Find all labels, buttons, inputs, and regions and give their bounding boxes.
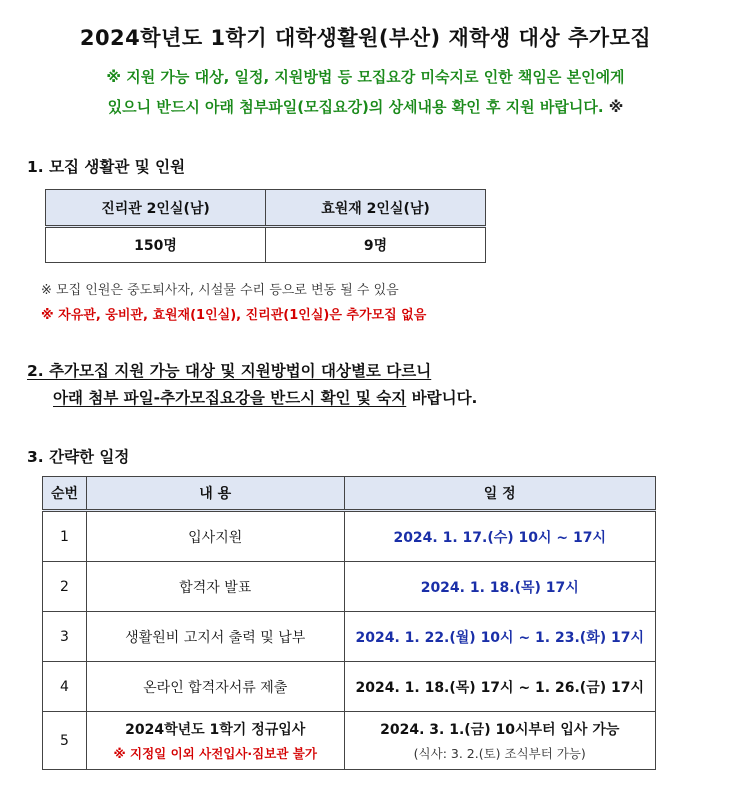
table-row <box>43 562 656 612</box>
section2-line-2 <box>53 386 477 408</box>
section2-line-1 <box>27 359 431 381</box>
row-content <box>86 712 344 770</box>
row-number: 5 <box>43 712 87 770</box>
row-schedule <box>344 712 656 770</box>
page-title: 2024학년도 1학기 대학생활원(부산) 재학생 대상 추가모집 <box>79 26 652 50</box>
section3-heading: 3. 간략한 일정 <box>27 448 130 466</box>
row-number: 4 <box>43 662 87 712</box>
column-header-no: 순번 <box>43 477 87 511</box>
attachment-guide-text: 아래 첨부 파일-추가모집요강을 반드시 확인 및 숙지 <box>53 389 407 407</box>
section1-heading: 1. 모집 생활관 및 인원 <box>27 158 186 176</box>
recruit-count: 150명 <box>46 227 266 263</box>
section2-line-1-text: 2. 추가모집 지원 가능 대상 및 지원방법이 대상별로 다르니 <box>27 362 432 380</box>
row-number: 1 <box>43 511 87 562</box>
row-content: 입사지원 <box>86 511 344 562</box>
recruit-note: ※ 모집 인원은 중도퇴사자, 시설물 수리 등으로 변동 될 수 있음 <box>41 283 399 298</box>
recruit-count: 9명 <box>266 227 486 263</box>
row-schedule: 2024. 1. 18.(목) 17시 ~ 1. 26.(금) 17시 <box>344 662 656 712</box>
row-schedule: 2024. 1. 18.(목) 17시 <box>344 562 656 612</box>
table-row <box>43 662 656 712</box>
row-schedule: 2024. 1. 17.(수) 10시 ~ 17시 <box>344 511 656 562</box>
recruitment-table <box>45 189 486 263</box>
row-number: 2 <box>43 562 87 612</box>
row-number: 3 <box>43 612 87 662</box>
section2-line-2-rest: 바랍니다. <box>406 389 478 407</box>
column-header-content: 내 용 <box>86 477 344 511</box>
notice-line-1: ※ 지원 가능 대상, 일정, 지원방법 등 모집요강 미숙지로 인한 책임은 본인에게 <box>106 68 625 86</box>
row-content: 생활원비 고지서 출력 및 납부 <box>86 612 344 662</box>
row-content-main: 2024학년도 1학기 정규입사 <box>125 722 306 738</box>
row-schedule-main: 2024. 3. 1.(금) 10시부터 입사 가능 <box>380 722 620 738</box>
table-row <box>43 612 656 662</box>
notice-line-2 <box>0 96 731 117</box>
column-header: 진리관 2인실(남) <box>46 190 266 227</box>
row-schedule: 2024. 1. 22.(월) 10시 ~ 1. 23.(화) 17시 <box>344 612 656 662</box>
column-header-schedule: 일 정 <box>344 477 656 511</box>
table-row <box>43 511 656 562</box>
row-content: 합격자 발표 <box>86 562 344 612</box>
row-content-note: ※ 지정일 이외 사전입사·짐보관 불가 <box>113 746 317 761</box>
column-header: 효원재 2인실(남) <box>266 190 486 227</box>
row-content: 온라인 합격자서류 제출 <box>86 662 344 712</box>
notice-line-2-end: ※ <box>603 98 624 116</box>
recruit-warning: ※ 자유관, 웅비관, 효원재(1인실), 진리관(1인실)은 추가모집 없음 <box>41 308 427 323</box>
table-row <box>43 712 656 770</box>
schedule-table <box>42 476 656 770</box>
notice-line-2-text: 있으니 반드시 아래 첨부파일(모집요강)의 상세내용 확인 후 지원 바랍니다. <box>107 98 604 116</box>
row-schedule-note: (식사: 3. 2.(토) 조식부터 가능) <box>413 746 586 761</box>
